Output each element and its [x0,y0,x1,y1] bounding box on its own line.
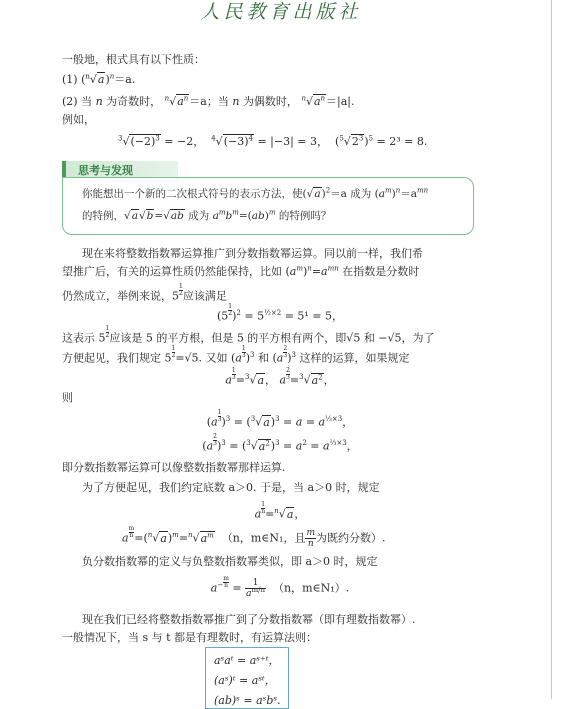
publisher-header: 人民教育出版社 [200,1,362,23]
para5-line2: 一般情况下，当 s 与 t 都是有理数时，有运算法则： [62,631,318,644]
conclusion-line: 即分数指数幂运算可以像整数指数幂那样运算. [62,461,286,474]
para1-line1: 现在来将整数指数幂运算推广到分数指数幂运算。同以前一样，我们希 [82,247,423,260]
equation-5: a $\frac{m}{n}$ $=(^n√a)^m=^n√a^m$ （n，m∈N₁，且 $\frac{m}{n}$ 为既约分数）. [122,525,386,550]
example-label: 例如， [62,113,95,126]
para5-line1: 现在我们已经将整数指数幂推广到了分数指数幂（即有理数指数幂）. [82,613,416,626]
para4-line: 负分数指数幂的定义与负整数指数幂类似，即 a＞0 时，规定 [82,555,378,568]
rule-1: aˢaᵗ = aˢ⁺ᵗ， [214,654,280,667]
equation-3: (a $\frac{2}{3}$ )$^3 = (^3√a^2)^3 = a^2 = a^{\frac{2}{3}\times 3}$， [202,433,358,453]
intro-line: 一般地，根式具有以下性质： [62,53,205,66]
property-2: (2) 当 n 为奇数时， $^n√a^n=a$；当 n 为偶数时， $^n√a^n=|a|$. [62,94,355,108]
para1-line3: 仍然成立，举例来说，5 $\frac{1}{2}$ 应该满足 [62,283,227,303]
equation-4: a $\frac{1}{n}$ =$^n$√a， [254,501,306,521]
inquiry-line-2: 的特例，√a√b=√ab 成为 $a^mb^m=(ab)^m$ 的特例吗？ [82,208,332,222]
definition-equation: a $\frac{1}{3}$ =$^3$√a， a $\frac{2}{3}$ $=^3√a^2$， [225,367,335,387]
then-label: 则 [62,391,73,404]
equation-6: a− $\frac{m}{n}$ = $\frac{1}{a^{m/n}}$ （n，m∈N₁）. [210,575,350,600]
para2-line2: 方便起见，我们规定 5 $\frac{1}{2}$ =√5. 又如 (a $\frac{1}{3}$ )$^3$ 和 (a $\frac{2}{3}$ )$^3$ 这样的运算，如果规定 [62,345,410,365]
section-tag [62,161,178,178]
para1-line2: 望推广后，有关的运算性质仍然能保持，比如 $(a^m)^n=a^{mn}$ 在指数是分数时 [62,264,420,278]
rule-3: (ab)ˢ = aˢbˢ. [214,694,281,707]
rule-2: (aˢ)ᵗ = aˢᵗ， [214,674,276,687]
rules-box [205,647,289,709]
equation-2: (a $\frac{1}{3}$ )$^3 = (^3√a)^3 = a = a^{\frac{1}{3}\times 3}$， [206,409,354,429]
para3-line: 为了方便起见，我们约定底数 a＞0. 于是，当 a＞0 时，规定 [82,481,380,494]
inquiry-line-1: 你能想出一个新的二次根式符号的表示方法，使$(√a)^2=a$ 成为 $(a^m)^n=a^{mn}$ [82,186,429,200]
para2-line1: 这表示 5 $\frac{1}{2}$ 应该是 5 的平方根，但是 5 的平方根有两个，即√5 和 −√5，为了 [62,325,435,345]
example-expression: $^3√(-2)^3 = -2$， $^4√(-3)^4 = |-3| = 3$， $(^5√2^3)^5 = 2^3 = 8$. [118,134,428,148]
equation-1: (5 $\frac{1}{2}$ )$^2 = 5^{\frac{1}{2}\times 2} = 5^1 = 5$， [216,303,344,323]
property-1: (1) $(^n√a)^n=a$. [62,72,136,86]
section-tag-label: 思考与发现 [78,164,133,177]
